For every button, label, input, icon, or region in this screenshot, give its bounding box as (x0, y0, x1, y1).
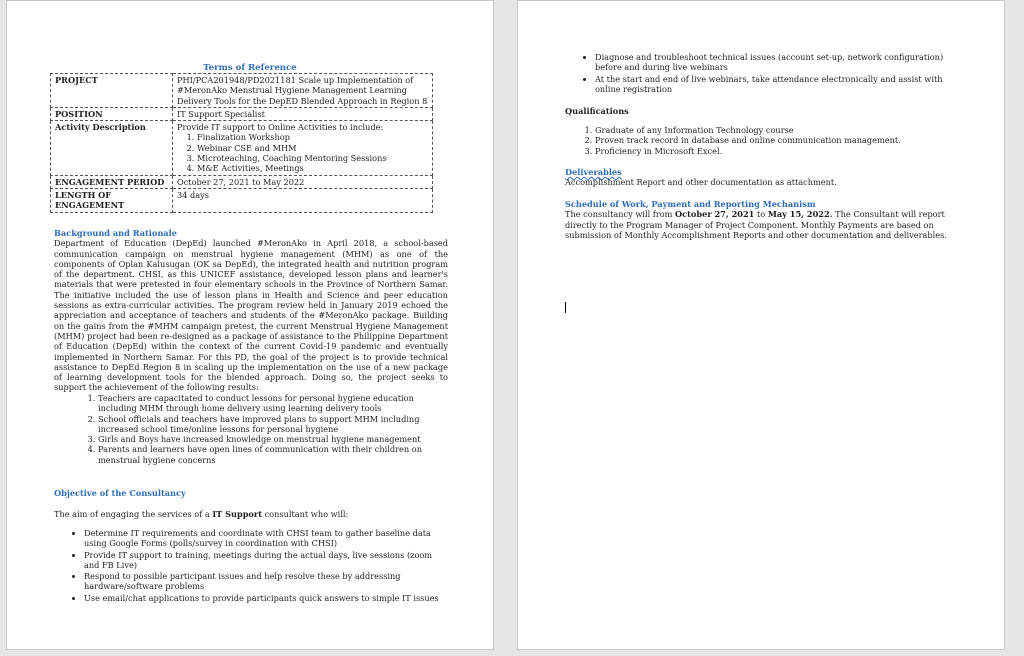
objective-section (54, 528, 448, 603)
schedule-section (565, 199, 959, 240)
results-section (54, 393, 448, 465)
page-title: Terms of Reference (203, 63, 297, 73)
qualifications-list (565, 125, 959, 156)
position-value: IT Support Specialist (173, 107, 433, 120)
objective-heading: Objective of the Consultancy (54, 488, 186, 498)
schedule-text: The Consultant will report directly to the Program Manager of Project Component. Monthly Payments are based on submission of Monthly Accomplishment Reports and other documentation and deliverables. (565, 209, 947, 240)
terms-table (50, 73, 433, 213)
background-section (54, 228, 448, 393)
list-item: 3. Girls and Boys have increased knowledge on menstrual hygiene management (98, 434, 448, 444)
list-item: 4. Parents and learners have open lines of communication with their children on menstrual hygiene concerns (98, 444, 448, 465)
list-item: 1. Finalization Workshop (197, 132, 428, 142)
objective-intro-text: The aim of engaging the services of a (54, 509, 213, 519)
top-bullets-section (565, 52, 959, 94)
schedule-heading: Schedule of Work, Payment and Reporting Mechanism (565, 199, 816, 209)
list-item: 1. Teachers are capacitated to conduct lessons for personal hygiene education including MHM through home delivery using learning delivery tools (98, 393, 448, 414)
qualifications-heading: Qualifications (565, 106, 629, 116)
list-item: 4. M&E Activities, Meetings (197, 163, 428, 173)
background-heading: Background and Rationale (54, 228, 177, 238)
length-label: LENGTH OF ENGAGEMENT (51, 188, 173, 212)
list-item: 1. Graduate of any Information Technology course (595, 125, 959, 135)
engagement-label: ENGAGEMENT PERIOD (51, 175, 173, 188)
table-row (51, 188, 433, 212)
list-item: 3. Proficiency in Microsoft Excel. (595, 146, 959, 156)
objective-intro (54, 509, 448, 519)
list-item: • At the start and end of live webinars, take attendance electronically and assist with online registration (595, 74, 959, 95)
deliverables-heading (565, 167, 959, 177)
deliverables-text: Accomplishment Report and other documentation as attachment. (565, 177, 837, 188)
table-row (51, 74, 433, 108)
objective-intro-text: consultant who will: (261, 509, 349, 519)
schedule-end-date: May 15, 2022. (767, 209, 833, 220)
table-row (51, 175, 433, 188)
schedule-paragraph (565, 209, 959, 240)
list-item: 2. Proven track record in database and online communication management. (595, 135, 959, 145)
list-item: • Diagnose and troubleshoot technical issues (account set-up, network configuration) before and during live webinars (595, 52, 959, 73)
document-page-2[interactable] (517, 0, 1005, 650)
results-list (54, 393, 448, 465)
list-item: • Provide IT support to training, meetings during the actual days, live sessions (zoom and FB Live) (84, 550, 448, 571)
length-value: 34 days (173, 188, 433, 212)
document-page-1[interactable] (6, 0, 494, 650)
objective-list (54, 528, 448, 603)
project-label: PROJECT (51, 74, 173, 108)
deliverables-section (565, 167, 959, 188)
schedule-text: The consultancy will from (565, 209, 676, 220)
background-paragraph: Department of Education (DepEd) launched #MeronAko in April 2018, a school-based communication campaign on menstrual hygiene management (MHM) as one of the components of Oplan Kalusugan (OK sa DepEd), the integrated health and nutrition program of the department. CHSI, as this UNICEF assistance, developed lesson plans and learner's materials that were pretested in four elementary schools in the Province of Northern Samar. The initiative included the use of lesson plans in Health and Science and peer education sessions as extra-curricular activities. The program review held in January 2019 echoed the appreciation and acceptance of teachers and students of the #MeronAko package. Building on the gains from the #MHM campaign pretest, the current Menstrual Hygiene Management (MHM) project had been re-designed as a package of assistance to the Philippine Department of Education (DepEd) within the context of the current Covid-19 pandemic and eventually implemented in Northern Samar. For this PD, the goal of the project is to provide technical assistance to DepEd Region 8 in scaling up the implementation on the use of a new package of learning development tools for the blended approach. Doing so, the project seeks to support the achievement of the following results: (54, 238, 448, 393)
top-bullet-list (565, 52, 959, 94)
list-item: • Use email/chat applications to provide participants quick answers to simple IT issues (84, 593, 448, 603)
table-row (51, 107, 433, 120)
list-item: 2. Webinar CSE and MHM (197, 143, 428, 153)
qualifications-section (565, 125, 959, 156)
schedule-text: to (754, 209, 768, 220)
list-item: • Respond to possible participant issues and help resolve these by addressing hardware/software problems (84, 571, 448, 592)
deliverables-heading-text: Deliverables (565, 167, 622, 177)
activity-value (173, 121, 433, 175)
objective-role: IT Support (212, 509, 262, 519)
list-item: • Determine IT requirements and coordinate with CHSI team to gather baseline data using Google Forms (polls/survey in coordination with CHSI) (84, 528, 448, 549)
text-cursor (565, 302, 566, 313)
project-value: PHI/PCA201948/PD2021181 Scale up Implementation of #MeronAko Menstrual Hygiene Management Learning Delivery Tools for the DepED Blended Approach in Region 8 (173, 74, 433, 108)
activity-intro: Provide IT support to Online Activities to include: (177, 122, 384, 133)
activity-label: Activity Description (51, 121, 173, 175)
list-item: 2. School officials and teachers have improved plans to support MHM including increased school time/online lessons for personal hygiene (98, 414, 448, 435)
position-label: POSITION (51, 107, 173, 120)
table-row (51, 121, 433, 175)
activity-list (177, 132, 428, 173)
engagement-value: October 27, 2021 to May 2022 (173, 175, 433, 188)
schedule-start-date: October 27, 2021 (675, 209, 755, 220)
list-item: 3. Microteaching, Coaching Mentoring Sessions (197, 153, 428, 163)
